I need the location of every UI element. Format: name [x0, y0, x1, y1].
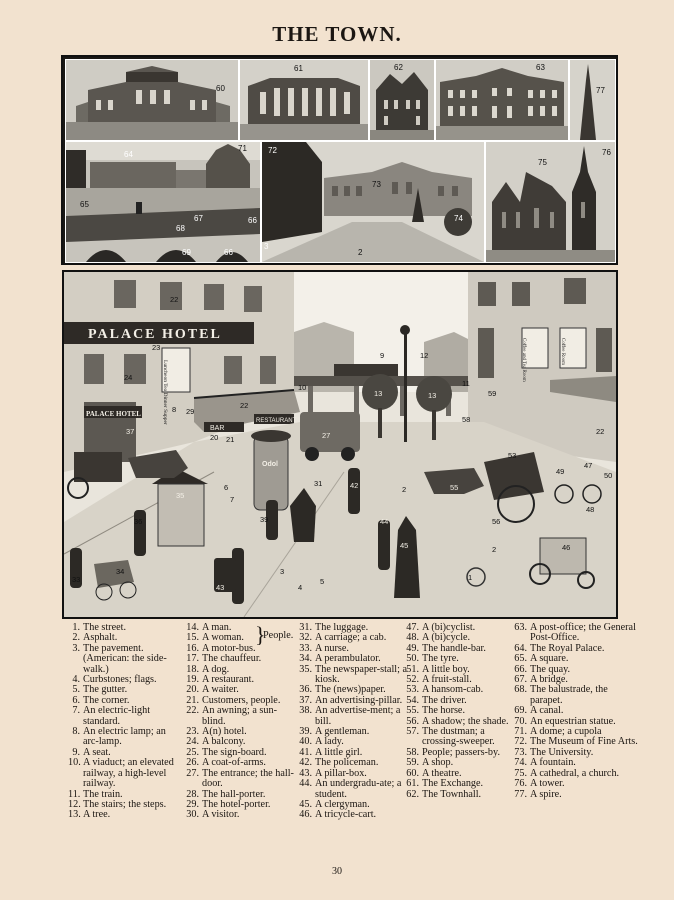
scene-label-48: 48: [586, 505, 595, 514]
legend-item-text: A pillar-box.: [315, 767, 367, 779]
legend-item: [514, 685, 638, 706]
legend-item: [406, 727, 514, 748]
legend-item: [68, 727, 180, 748]
photo-cathedral: [485, 141, 616, 263]
legend-item-text: A (bi)cyclist.: [422, 622, 476, 633]
legend-item-number: 15.: [186, 632, 199, 644]
legend-item-number: 2.: [72, 632, 80, 644]
people-brace: }: [255, 622, 266, 647]
legend-item-text: An advertising-pillar.: [315, 694, 403, 706]
legend-item-number: 23.: [186, 726, 199, 738]
legend-column-1: [68, 623, 180, 821]
legend-item-text: A gentleman.: [315, 726, 370, 738]
legend-item-number: 43.: [299, 767, 312, 779]
legend-item-number: 50.: [406, 653, 419, 665]
legend-item-number: 7.: [72, 705, 80, 717]
legend-item-text: The chauffeur.: [202, 653, 262, 665]
scene-label-24: 24: [124, 373, 133, 382]
legend-item: [299, 706, 407, 727]
legend-item-number: 45.: [299, 798, 312, 810]
legend-item-number: 35.: [299, 663, 312, 675]
label-67: 67: [194, 214, 203, 223]
legend-item-text: A lady.: [315, 736, 344, 748]
legend-item-text: The balustrade, the parapet.: [530, 684, 608, 706]
legend-item-number: 54.: [406, 694, 419, 706]
label-66a: 66: [248, 216, 257, 225]
label-61: 61: [294, 64, 303, 73]
legend-item-number: 59.: [406, 757, 419, 769]
scene-label-22c: 22: [596, 427, 605, 436]
luncheon-board: Luncheon Tea Dinner Supper: [162, 360, 168, 425]
legend-item: [514, 779, 638, 789]
legend-item-number: 71.: [514, 726, 527, 738]
scene-label-4: 4: [298, 583, 303, 592]
legend-item-text: The pavement. (American: the side-walk.): [83, 642, 167, 675]
legend-item: [68, 644, 180, 675]
legend-item-text: The dustman; a crossing-sweeper.: [422, 726, 495, 748]
legend-item-number: 40.: [299, 736, 312, 748]
scene-label-23: 23: [152, 343, 161, 352]
scene-label-39: 39: [260, 515, 269, 524]
scene-label-12: 12: [420, 351, 429, 360]
legend-item-number: 46.: [299, 809, 312, 821]
legend-item-text: A perambulator.: [315, 653, 381, 665]
legend-column-4: [406, 623, 514, 800]
kiosk-odol-sign: Odol: [262, 461, 278, 468]
legend-item-number: 33.: [299, 642, 312, 654]
scene-label-22b: 22: [240, 401, 249, 410]
legend-item-text: A theatre.: [422, 767, 462, 779]
legend-item-text: A square.: [530, 653, 569, 665]
legend-item-number: 57.: [406, 726, 419, 738]
legend-item-number: 6.: [72, 694, 80, 706]
scene-label-46: 46: [562, 543, 571, 552]
photo-university-square: [261, 141, 485, 263]
legend-item-number: 26.: [186, 757, 199, 769]
legend-item-number: 44.: [299, 778, 312, 790]
scene-label-5: 5: [320, 577, 325, 586]
legend-item-text: A bridge.: [530, 674, 568, 686]
legend-item: [299, 810, 407, 820]
legend-item-text: The Royal Palace.: [530, 642, 605, 654]
legend-item-text: The gutter.: [83, 684, 128, 696]
label-64: 64: [124, 150, 133, 159]
legend-item-number: 4.: [72, 674, 80, 686]
photo-theatre: [65, 59, 239, 141]
scene-label-45: 45: [400, 541, 409, 550]
scene-label-49: 49: [556, 467, 565, 476]
legend-item: [406, 779, 514, 789]
label-73: 73: [372, 180, 381, 189]
scene-label-47: 47: [584, 461, 593, 470]
scene-label-43: 43: [216, 583, 225, 592]
legend-item: [68, 758, 180, 789]
photo-spire-top: [569, 59, 616, 141]
legend-item-number: 13.: [68, 809, 81, 821]
legend-item-number: 42.: [299, 757, 312, 769]
legend-item-text: Asphalt.: [83, 632, 118, 644]
label-63: 63: [536, 63, 545, 72]
label-69: 69: [182, 248, 191, 257]
legend-item-number: 27.: [186, 767, 199, 779]
legend-item-text: A(n) hotel.: [202, 726, 247, 738]
legend-item-text: The Townhall.: [422, 788, 482, 800]
legend-item-number: 62.: [406, 788, 419, 800]
label-77: 77: [596, 86, 605, 95]
legend-item-text: An equestrian statue.: [530, 715, 616, 727]
label-65: 65: [80, 200, 89, 209]
scene-label-44: 44: [380, 517, 389, 526]
legend-item-number: 75.: [514, 767, 527, 779]
scene-label-9: 9: [380, 351, 385, 360]
legend-item-text: A balcony.: [202, 736, 246, 748]
scene-label-7: 7: [230, 495, 235, 504]
legend-item-text: A canal.: [530, 705, 564, 717]
legend-item-number: 68.: [514, 684, 527, 696]
legend-item-number: 61.: [406, 778, 419, 790]
scene-label-50: 50: [604, 471, 613, 480]
legend-item-number: 51.: [406, 663, 419, 675]
legend-item-number: 12.: [68, 798, 81, 810]
legend-item: [186, 810, 296, 820]
legend-item-text: A little boy.: [422, 663, 470, 675]
photo-post-office: [435, 59, 569, 141]
label-60: 60: [216, 84, 225, 93]
legend-item-text: A viaduct; an elevated railway, a high-level railway.: [83, 757, 174, 790]
legend-item-number: 58.: [406, 746, 419, 758]
legend-item-text: A tower.: [530, 778, 565, 790]
scene-label-36: 36: [134, 517, 143, 526]
page-title: THE TOWN.: [272, 22, 402, 46]
legend-item-text: A shadow; the shade.: [422, 715, 509, 727]
legend-item-number: 73.: [514, 746, 527, 758]
legend-item-text: An electric lamp; an arc-lamp.: [83, 726, 166, 748]
scene-label-53: 53: [508, 451, 517, 460]
legend-item-text: A seat.: [83, 746, 111, 758]
street-scene-illustration: [62, 270, 618, 619]
legend-item-number: 3.: [72, 642, 80, 654]
restaurant-sign: RESTAURANT: [256, 418, 297, 424]
legend-item-text: The quay.: [530, 663, 571, 675]
legend-item-number: 52.: [406, 674, 419, 686]
scene-label-37: 37: [126, 427, 135, 436]
scene-label-3: 3: [280, 567, 285, 576]
legend-item-text: A nurse.: [315, 642, 349, 654]
legend-item: [68, 810, 180, 820]
building-photo-montage: [61, 55, 618, 265]
scene-label-13a: 13: [374, 389, 383, 398]
scene-label-13b: 13: [428, 391, 437, 400]
legend-item-text: The entrance; the hall-door.: [202, 767, 294, 790]
legend-item-number: 36.: [299, 684, 312, 696]
legend-item-text: The University.: [530, 746, 594, 758]
legend-item-text: The train.: [83, 788, 123, 800]
legend-item-number: 34.: [299, 653, 312, 665]
legend-item-number: 28.: [186, 788, 199, 800]
scene-label-56: 56: [492, 517, 501, 526]
scene-label-21: 21: [226, 435, 235, 444]
scene-label-1: 1: [468, 573, 473, 582]
legend-item-text: A motor-bus.: [202, 642, 256, 654]
legend-item-number: 1.: [72, 622, 80, 633]
legend-item-number: 56.: [406, 715, 419, 727]
scene-label-33: 33: [72, 575, 81, 584]
legend-item-text: Curbstones; flags.: [83, 674, 157, 686]
legend-item-text: A coat-of-arms.: [202, 757, 266, 769]
label-75: 75: [538, 158, 547, 167]
legend-item-number: 24.: [186, 736, 199, 748]
legend-item-text: A dome; a cupola: [530, 726, 602, 738]
legend-item-number: 32.: [299, 632, 312, 644]
legend-item-number: 5.: [72, 684, 80, 696]
label-74: 74: [454, 214, 463, 223]
scene-label-8: 8: [172, 405, 177, 414]
legend-item-text: An advertise-ment; a bill.: [315, 705, 401, 727]
legend-item-text: The Museum of Fine Arts.: [530, 736, 638, 748]
legend-item-number: 22.: [186, 705, 199, 717]
legend-item-number: 55.: [406, 705, 419, 717]
legend-item-number: 37.: [299, 694, 312, 706]
legend-item-text: The (news)paper.: [315, 684, 386, 696]
legend-item-number: 67.: [514, 674, 527, 686]
legend-item-text: A clergyman.: [315, 798, 370, 810]
legend-item: [68, 706, 180, 727]
scene-label-34: 34: [116, 567, 125, 576]
legend-item-text: The luggage.: [315, 622, 369, 633]
legend-item-number: 69.: [514, 705, 527, 717]
scene-label-11: 11: [462, 379, 470, 388]
legend-item-text: A waiter.: [202, 684, 239, 696]
photo-palace-canal: [65, 141, 261, 263]
coffee-board-2: Coffee Room: [560, 338, 565, 365]
legend-item-text: A post-office; the General Post-Office.: [530, 622, 636, 644]
legend-item-text: A tricycle-cart.: [315, 809, 377, 821]
legend-item-text: The policeman.: [315, 757, 379, 769]
legend-item-number: 30.: [186, 809, 199, 821]
coffee-board: Coffee and Tea Room: [521, 338, 526, 382]
scene-label-2b: 2: [492, 545, 497, 554]
legend-item-number: 48.: [406, 632, 419, 644]
legend-item-number: 31.: [299, 622, 312, 633]
label-72: 72: [268, 146, 277, 155]
legend-item-number: 53.: [406, 684, 419, 696]
photo-townhall: [369, 59, 435, 141]
legend-item-number: 10.: [68, 757, 81, 769]
street-scene-drawing: [64, 272, 616, 617]
legend-item-text: A tree.: [83, 809, 111, 821]
legend-item-text: A hansom-cab.: [422, 684, 484, 696]
legend-item-text: A man.: [202, 622, 232, 633]
legend-item-number: 49.: [406, 642, 419, 654]
legend-item: [514, 623, 638, 644]
palace-hotel-sign: PALACE HOTEL: [88, 327, 222, 342]
legend-item-text: The handle-bar.: [422, 642, 486, 654]
scene-label-29: 29: [186, 407, 195, 416]
palace-hotel-small-sign: PALACE HOTEL: [86, 410, 141, 418]
legend-item-text: A dog.: [202, 663, 230, 675]
label-76: 76: [602, 148, 611, 157]
legend-item-number: 74.: [514, 757, 527, 769]
legend-item-text: A restaurant.: [202, 674, 255, 686]
legend-item-text: Customers, people.: [202, 694, 281, 706]
scene-label-58: 58: [462, 415, 471, 424]
scene-label-55: 55: [450, 483, 459, 492]
label-3: 3: [264, 242, 269, 251]
legend-item-text: A fruit-stall.: [422, 674, 472, 686]
legend-item-text: A visitor.: [202, 809, 240, 821]
legend-item-text: An electric-light standard.: [83, 705, 151, 727]
scene-label-31: 31: [314, 479, 323, 488]
legend-item-number: 20.: [186, 684, 199, 696]
legend-item: [299, 779, 407, 800]
legend-item-number: 29.: [186, 798, 199, 810]
legend-item-number: 16.: [186, 642, 199, 654]
legend-item-number: 70.: [514, 715, 527, 727]
legend-item-text: The newspaper-stall; a kiosk.: [315, 663, 408, 686]
legend-item-number: 38.: [299, 705, 312, 717]
label-62: 62: [394, 63, 403, 72]
legend-item: [406, 790, 514, 800]
scene-label-35: 35: [176, 491, 185, 500]
legend-item: [186, 706, 296, 727]
legend-item-text: A woman.: [202, 632, 244, 644]
legend-item-text: A spire.: [530, 788, 562, 800]
legend-item-number: 65.: [514, 653, 527, 665]
legend-item-number: 66.: [514, 663, 527, 675]
legend-item-number: 76.: [514, 778, 527, 790]
bar-sign: BAR: [210, 425, 225, 432]
legend-item-text: A shop.: [422, 757, 454, 769]
legend-column-5: [514, 623, 638, 800]
scene-label-22a: 22: [170, 295, 179, 304]
scene-label-2a: 2: [402, 485, 407, 494]
legend-item-number: 21.: [186, 694, 199, 706]
legend-item-text: A little girl.: [315, 746, 363, 758]
legend-item-text: People; passers-by.: [422, 746, 500, 758]
legend-item-text: A fountain.: [530, 757, 576, 769]
legend-item-number: 72.: [514, 736, 527, 748]
legend-item-number: 18.: [186, 663, 199, 675]
label-68: 68: [176, 224, 185, 233]
legend-item-number: 25.: [186, 746, 199, 758]
scene-label-27: 27: [322, 431, 331, 440]
people-label: People.: [263, 630, 294, 641]
legend-item: [514, 790, 638, 800]
legend-item-text: A (bi)cycle.: [422, 632, 471, 644]
legend-item-text: The horse.: [422, 705, 465, 717]
legend-item-text: A cathedral, a church.: [530, 767, 620, 779]
label-71: 71: [238, 144, 247, 153]
legend-item-text: The stairs; the steps.: [83, 798, 167, 810]
legend-item-text: The sign-board.: [202, 746, 267, 758]
legend-item-text: The tyre.: [422, 653, 459, 665]
legend-item-number: 63.: [514, 622, 527, 633]
legend-item-text: An undergradu-ate; a student.: [315, 778, 402, 800]
scene-label-42: 42: [350, 481, 359, 490]
label-66b: 66: [224, 248, 233, 257]
legend-item-number: 9.: [72, 746, 80, 758]
legend-item-text: An awning; a sun-blind.: [202, 705, 277, 727]
legend-column-3: [299, 623, 407, 821]
legend-item-number: 47.: [406, 622, 419, 633]
legend-item-text: The driver.: [422, 694, 467, 706]
scene-label-6: 6: [224, 483, 229, 492]
legend-item-text: The hotel-porter.: [202, 798, 271, 810]
legend-item-text: The street.: [83, 622, 126, 633]
legend-item-number: 8.: [72, 726, 80, 738]
legend-item-text: The hall-porter.: [202, 788, 266, 800]
legend-item-number: 41.: [299, 746, 312, 758]
legend-item-number: 39.: [299, 726, 312, 738]
legend-item-number: 60.: [406, 767, 419, 779]
legend-item: [299, 665, 407, 686]
label-2: 2: [358, 248, 363, 257]
scene-label-20: 20: [210, 433, 219, 442]
legend-item-text: The Exchange.: [422, 778, 484, 790]
legend-item-number: 14.: [186, 622, 199, 633]
legend-item-number: 64.: [514, 642, 527, 654]
legend-item-number: 11.: [68, 788, 81, 800]
legend-item-number: 19.: [186, 674, 199, 686]
legend-column-2: [186, 623, 296, 821]
legend-item-text: The corner.: [83, 694, 130, 706]
scene-label-59: 59: [488, 389, 497, 398]
page-number: 30: [332, 866, 342, 877]
legend-item-number: 17.: [186, 653, 199, 665]
legend-item-text: A carriage; a cab.: [315, 632, 387, 644]
photo-exchange: [239, 59, 369, 141]
scene-label-10: 10: [298, 383, 307, 392]
legend-item: [186, 769, 296, 790]
legend-item-number: 77.: [514, 788, 527, 800]
